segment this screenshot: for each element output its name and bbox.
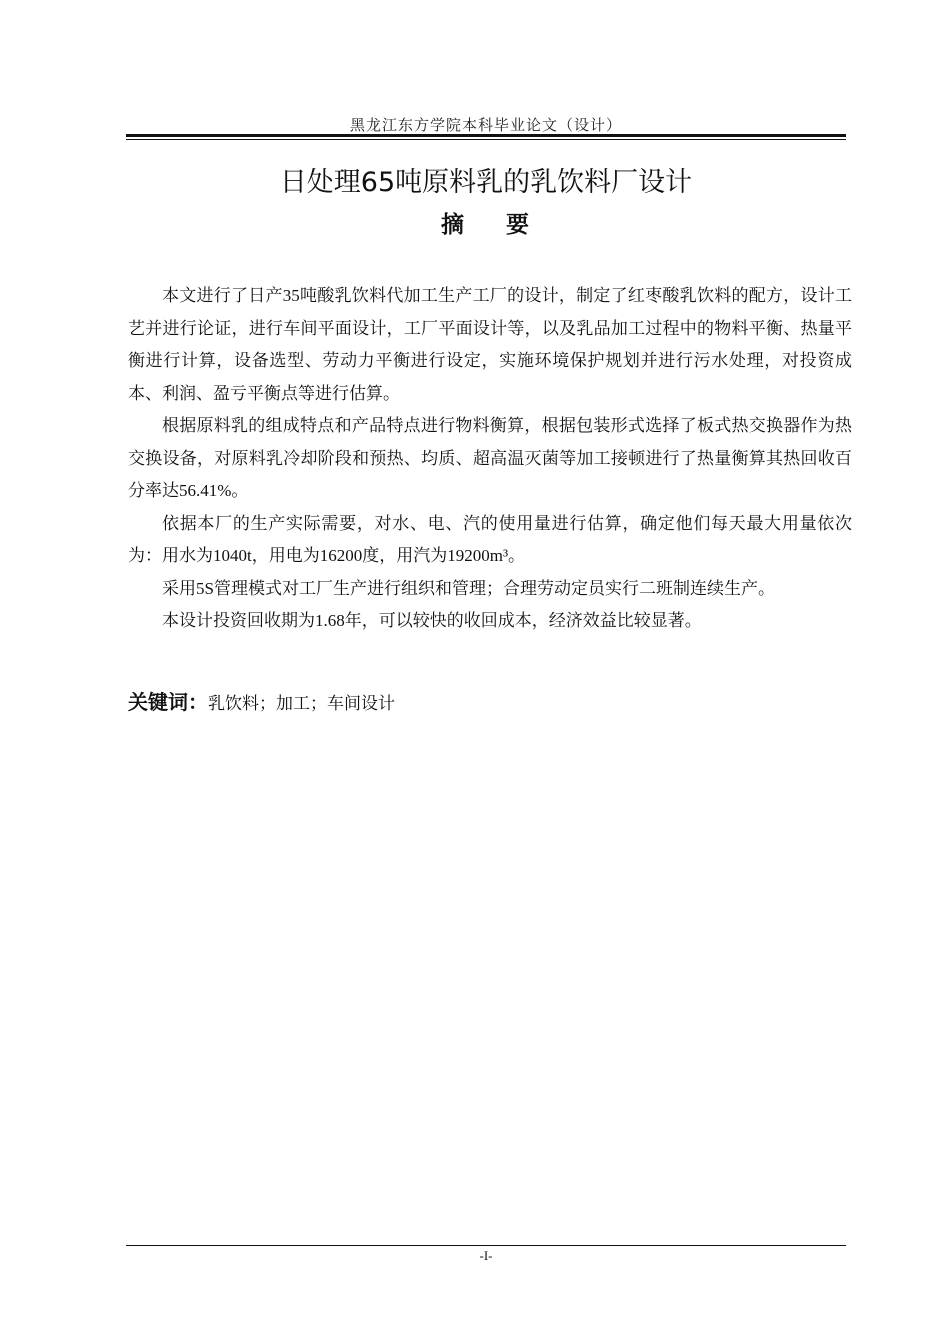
abstract-paragraph: 依据本厂的生产实际需要，对水、电、汽的使用量进行估算，确定他们每天最大用量依次为：用水为1040t，用电为16200度，用汽为19200m³。 <box>128 513 852 565</box>
header-rule-thin <box>126 139 846 140</box>
keywords-value: 乳饮料；加工；车间设计 <box>208 694 395 713</box>
abstract-paragraph: 根据原料乳的组成特点和产品特点进行物料衡算，根据包装形式选择了板式热交换器作为热交换设备，对原料乳冷却阶段和预热、均质、超高温灭菌等加工接顿进行了热量衡算其热回收百分率达56.41%。 <box>128 416 852 500</box>
abstract-paragraph: 采用5S管理模式对工厂生产进行组织和管理；合理劳动定员实行二班制连续生产。 <box>162 578 775 598</box>
abstract-body <box>128 280 852 638</box>
footer-rule <box>126 1245 846 1246</box>
header-rule <box>126 134 846 137</box>
abstract-heading: 摘 要 <box>440 212 532 238</box>
running-header: 黑龙江东方学院本科毕业论文（设计） <box>349 116 622 134</box>
abstract-paragraph: 本设计投资回收期为1.68年，可以较快的收回成本，经济效益比较显著。 <box>162 611 702 630</box>
keywords-label: 关键词： <box>128 690 208 714</box>
abstract-paragraph: 本文进行了日产35吨酸乳饮料代加工生产工厂的设计，制定了红枣酸乳饮料的配方，设计工艺并进行论证，进行车间平面设计，工厂平面设计等，以及乳品加工过程中的物料平衡、热量平衡进行计算，设备选型、劳动力平衡进行设定，实施环境保护规划并进行污水处理，对投资成本、利润、盈亏平衡点等进行估算。 <box>128 286 852 403</box>
keywords-line <box>128 686 848 715</box>
thesis-title: 日处理65吨原料乳的乳饮料厂设计 <box>279 167 693 198</box>
page-number: -I- <box>479 1248 493 1263</box>
